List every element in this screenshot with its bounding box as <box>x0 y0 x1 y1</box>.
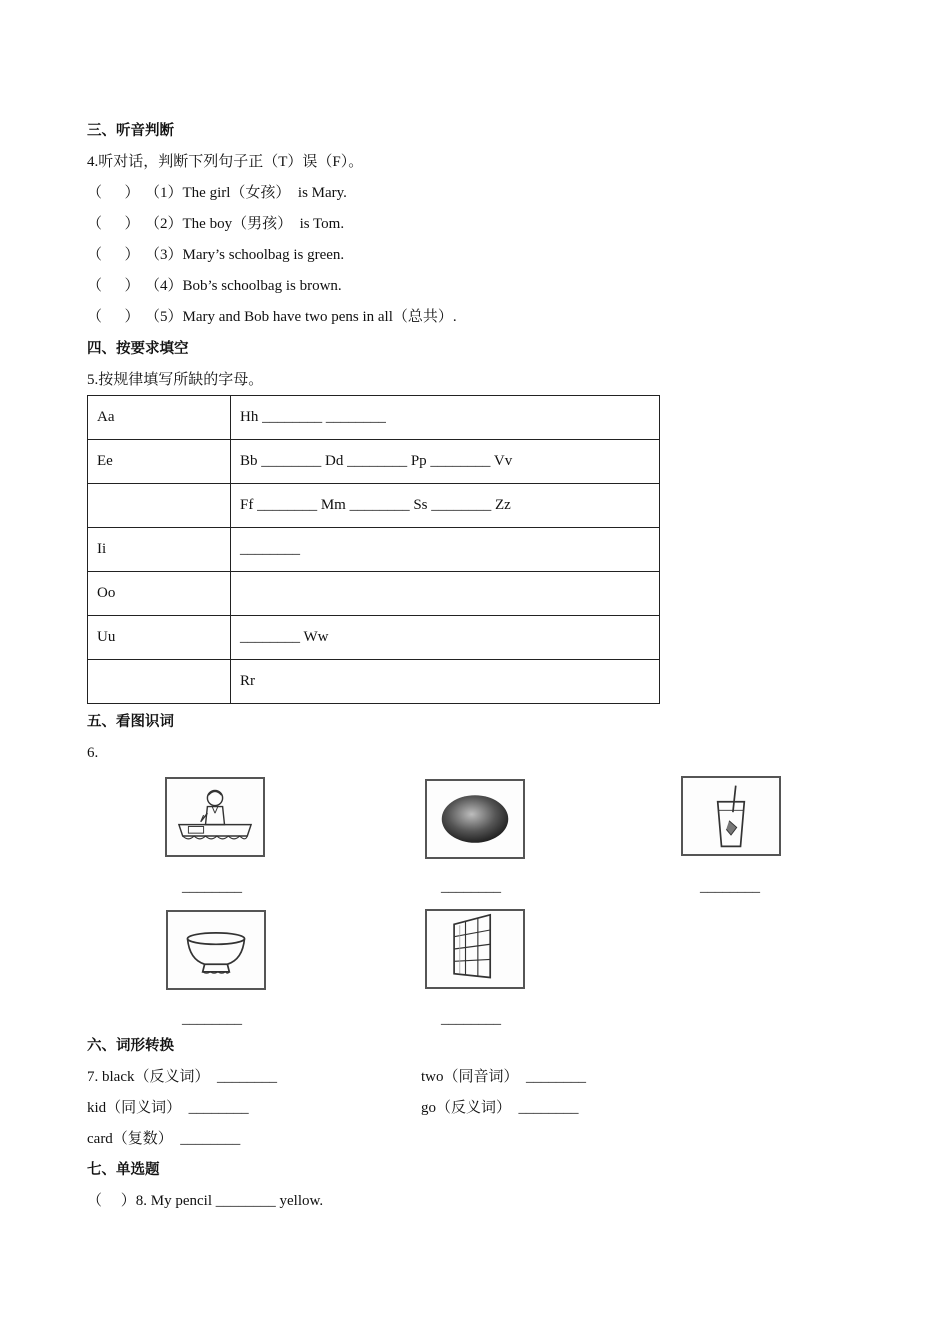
judge-item-3: （ ） （3）Mary’s schoolbag is green. <box>87 247 345 263</box>
table-row <box>88 572 660 616</box>
bowl-picture <box>166 910 266 990</box>
judge-item-5: （ ） （5）Mary and Bob have two pens in all（总共）. <box>87 309 457 325</box>
section-6-heading: 六、词形转换 <box>87 1038 174 1054</box>
answer-bracket[interactable]: （ ） <box>87 247 140 263</box>
section-4-heading: 四、按要求填空 <box>87 341 189 357</box>
section-3-heading: 三、听音判断 <box>87 123 174 139</box>
table-row <box>88 484 660 528</box>
vowel-cell: Ee <box>88 440 231 484</box>
letter-fill-cell[interactable]: ________ <box>231 528 660 572</box>
table-row <box>88 440 660 484</box>
question-4-prompt: 4.听对话，判断下列句子正（T）误（F）。 <box>87 154 364 170</box>
question-6-label: 6. <box>87 745 99 761</box>
judge-item-4: （ ） （4）Bob’s schoolbag is brown. <box>87 278 342 294</box>
letter-fill-cell[interactable]: ________ Ww <box>231 616 660 660</box>
egg-icon <box>427 781 523 857</box>
answer-bracket[interactable]: （ ） <box>87 278 140 294</box>
answer-bracket[interactable]: （ ） <box>87 309 140 325</box>
letter-fill-cell[interactable]: Rr <box>231 660 660 704</box>
answer-blank[interactable]: ________ <box>441 1011 501 1027</box>
vowel-cell: Oo <box>88 572 231 616</box>
vowel-cell: Aa <box>88 396 231 440</box>
letter-fill-cell[interactable]: Hh ________ ________ <box>231 396 660 440</box>
letter-table <box>87 395 660 704</box>
boy-writing-picture <box>165 777 265 857</box>
table-row <box>88 660 660 704</box>
answer-blank[interactable]: ________ <box>700 879 760 895</box>
judge-item-2: （ ） （2）The boy（男孩） is Tom. <box>87 216 345 232</box>
bowl-icon <box>168 912 264 988</box>
answer-bracket[interactable]: （ ） <box>87 216 140 232</box>
question-5-prompt: 5.按规律填写所缺的字母。 <box>87 372 264 388</box>
vowel-cell <box>88 660 231 704</box>
judge-item-1: （ ） （1）The girl（女孩） is Mary. <box>87 185 347 201</box>
word-transform-kid[interactable]: kid（同义词） ________ <box>87 1100 249 1116</box>
vowel-cell: Uu <box>88 616 231 660</box>
vowel-cell <box>88 484 231 528</box>
answer-blank[interactable]: ________ <box>182 879 242 895</box>
table-row <box>88 528 660 572</box>
juice-cup-picture <box>681 776 781 856</box>
letter-fill-cell[interactable] <box>231 572 660 616</box>
boy-writing-icon <box>167 779 263 855</box>
question-8[interactable]: （ ）8. My pencil ________ yellow. <box>87 1193 324 1209</box>
answer-bracket[interactable]: （ ） <box>87 185 140 201</box>
letter-fill-cell[interactable]: Bb ________ Dd ________ Pp ________ Vv <box>231 440 660 484</box>
answer-blank[interactable]: ________ <box>182 1011 242 1027</box>
word-transform-card[interactable]: card（复数） ________ <box>87 1131 241 1147</box>
table-row <box>88 616 660 660</box>
table-row <box>88 396 660 440</box>
word-transform-two[interactable]: two（同音词） ________ <box>421 1069 587 1085</box>
word-transform-go[interactable]: go（反义词） ________ <box>421 1100 579 1116</box>
vowel-cell: Ii <box>88 528 231 572</box>
window-picture <box>425 909 525 989</box>
section-7-heading: 七、单选题 <box>87 1162 160 1178</box>
letter-fill-cell[interactable]: Ff ________ Mm ________ Ss ________ Zz <box>231 484 660 528</box>
answer-blank[interactable]: ________ <box>441 879 501 895</box>
section-5-heading: 五、看图识词 <box>87 714 174 730</box>
word-transform-black[interactable]: 7. black（反义词） ________ <box>87 1069 277 1085</box>
window-icon <box>427 911 523 987</box>
juice-cup-icon <box>683 778 779 854</box>
egg-picture <box>425 779 525 859</box>
